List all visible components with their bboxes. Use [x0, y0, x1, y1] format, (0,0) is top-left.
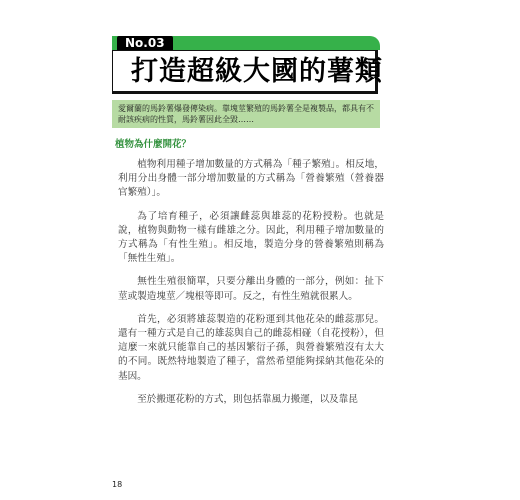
paragraph: 無性生殖很簡單，只要分離出身體的一部分，例如：扯下莖或製造塊莖／塊根等即可。反之，有性生殖就很累人。 [118, 276, 384, 302]
section-heading: 植物為什麼開花？ [115, 139, 192, 150]
paragraph: 首先，必須將雄蕊製造的花粉運到其他花朵的雌蕊那兒。還有一種方式是自己的雄蕊與自己的雌蕊相碰（自花授粉），但這麼一來就只能靠自己的基因繁衍子孫，與營養繁殖沒有太大的不同。既然特地製造了種子，當然希望能夠採納其他花朵的基因。 [118, 313, 384, 382]
page-number: 18 [112, 480, 123, 489]
paragraph: 至於搬運花粉的方式，則包括靠風力搬運，以及靠昆 [137, 393, 358, 405]
chapter-tab [112, 36, 380, 50]
body-text [118, 158, 384, 416]
chapter-number-label: No.03 [117, 36, 173, 50]
chapter-title: 打造超級大國的薯類 [131, 56, 383, 87]
chapter-title-box [112, 50, 383, 94]
paragraph: 為了培育種子，必須讓雌蕊與雄蕊的花粉授粉。也就是說，植物與動物一樣有雌雄之分。因此，利用種子增加數量的方式稱為「有性生殖」。相反地，製造分身的營養繁殖則稱為「無性生殖」。 [118, 210, 384, 265]
chapter-intro: 愛爾蘭的馬鈴薯爆發傳染病。靠塊莖繁殖的馬鈴薯全是複製品，都具有不耐該疾病的性質，馬鈴薯因此全毀…… [112, 100, 380, 128]
paragraph: 植物利用種子增加數量的方式稱為「種子繁殖」。相反地，利用分出身體一部分增加數量的方式稱為「營養繁殖（營養器官繁殖）」。 [118, 159, 384, 199]
